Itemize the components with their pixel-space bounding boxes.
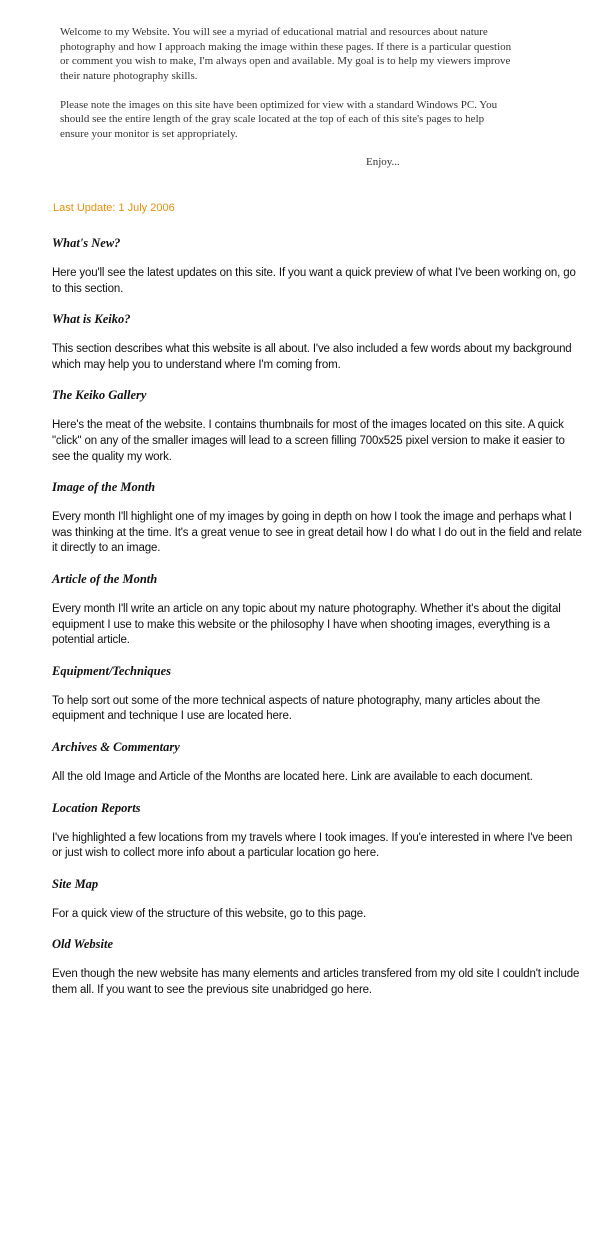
site-map-description: For a quick view of the structure of this website, go to this page. xyxy=(52,907,367,920)
location-reports-link[interactable]: Location Reports xyxy=(52,800,141,815)
archives-commentary-link[interactable]: Archives & Commentary xyxy=(52,739,180,754)
section-what-is-keiko xyxy=(52,311,582,373)
whats-new-description: Here you'll see the latest updates on this site. If you want a quick preview of what I've been working on, go to this section. xyxy=(52,267,576,295)
last-update-date: Last Update: 1 July 2006 xyxy=(53,202,175,214)
intro-monitor-note-paragraph: Please note the images on this site have been optimized for view with a standard Windows PC. You should see the entire length of the gray scale located at the top of each of this site's pages to help ensure your monitor is set appropriately. xyxy=(60,98,498,140)
image-of-the-month-description: Every month I'll highlight one of my images by going in depth on how I took the image and perhaps what I was thinking at the time. It's a great venue to see in great detail how I do what I do out in the field and relate it directly to an image. xyxy=(52,511,582,555)
archives-commentary-description: All the old Image and Article of the Months are located here. Link are available to each document. xyxy=(52,770,533,783)
section-image-of-the-month xyxy=(52,479,582,557)
old-website-description: Even though the new website has many elements and articles transfered from my old site I couldn't include them all. If you want to see the previous site unabridged go here. xyxy=(52,968,580,996)
equipment-techniques-description: To help sort out some of the more technical aspects of nature photography, many articles about the equipment and technique I use are located here. xyxy=(52,694,541,723)
whats-new-link[interactable]: What's New? xyxy=(52,236,121,250)
site-map-link[interactable]: Site Map xyxy=(52,876,99,891)
section-archives-commentary xyxy=(52,739,582,786)
section-old-website xyxy=(52,936,582,998)
section-location-reports xyxy=(52,800,582,862)
article-of-the-month-link[interactable]: Article of the Month xyxy=(52,571,158,586)
what-is-keiko-description: This section describes what this website is all about. I've also included a few words about my background which may help you to understand where I'm coming from. xyxy=(52,343,572,371)
article-of-the-month-description: Every month I'll write an article on any topic about my nature photography. Whether it's about the digital equipment I use to make this website or the philosophy I have when shooting images, everything is a potential article. xyxy=(52,602,561,647)
image-of-the-month-link[interactable]: Image of the Month xyxy=(52,480,156,495)
section-whats-new xyxy=(52,235,582,297)
intro-signoff: Enjoy... xyxy=(366,156,400,168)
section-equipment-techniques xyxy=(52,663,582,725)
section-article-of-the-month xyxy=(52,571,582,649)
site-sections-list xyxy=(52,235,582,1012)
section-site-map xyxy=(52,876,582,923)
what-is-keiko-link[interactable]: What is Keiko? xyxy=(52,312,131,327)
location-reports-description: I've highlighted a few locations from my travels where I took images. If you'e interested in where I've been or just wish to collect more info about a particular location go here. xyxy=(52,831,573,860)
keiko-gallery-link[interactable]: The Keiko Gallery xyxy=(52,388,147,403)
intro-text xyxy=(60,25,512,156)
intro-welcome-paragraph: Welcome to my Website. You will see a myriad of educational matrial and resources about nature photography and how I approach making the image within these pages. If there is a particular question or comment you wish to make, I'm always open and available. My goal is to help my viewers improve their nature photography skills. xyxy=(60,26,512,82)
section-keiko-gallery xyxy=(52,387,582,465)
keiko-gallery-description: Here's the meat of the website. I contains thumbnails for most of the images located on this site. A quick "click" on any of the smaller images will lead to a screen filling 700x525 pixel version to make it easier to see the quality my work. xyxy=(52,419,565,463)
old-website-link[interactable]: Old Website xyxy=(52,937,113,952)
equipment-techniques-link[interactable]: Equipment/Techniques xyxy=(52,663,172,678)
